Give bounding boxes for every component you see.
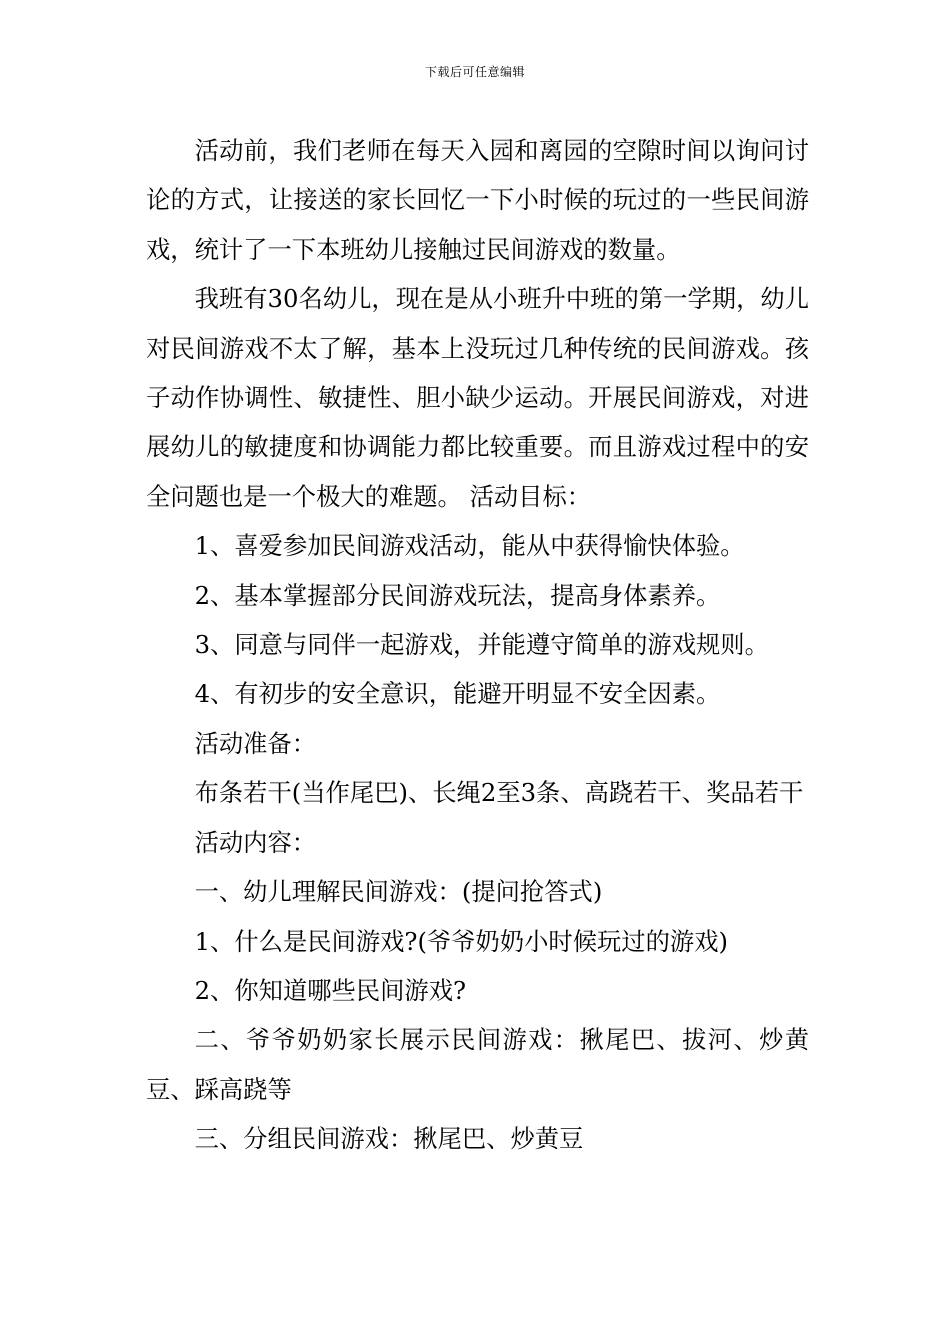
- paragraph-content-heading: 活动内容：: [194, 827, 317, 857]
- paragraph-preparation: 布条若干(当作尾巴)、长绳2至3条、高跷若干、奖品若干: [194, 778, 804, 808]
- paragraph-question-2: 2、你知道哪些民间游戏?: [194, 975, 467, 1005]
- paragraph-preparation-heading: 活动准备：: [194, 728, 317, 758]
- document-body: [146, 126, 809, 1164]
- paragraph-intro: 活动前，我们老师在每天入园和离园的空隙时间以询问讨论的方式，让接送的家长回忆一下小时候的玩过的一些民间游戏，统计了一下本班幼儿接触过民间游戏的数量。: [146, 136, 809, 264]
- paragraph-class-situation: 我班有30名幼儿，现在是从小班升中班的第一学期，幼儿对民间游戏不太了解，基本上没玩过几种传统的民间游戏。孩子动作协调性、敏捷性、胆小缺少运动。开展民间游戏，对进展幼儿的敏捷度和协调能力都比较重要。而且游戏过程中的安全问题也是一个极大的难题。 活动目标：: [146, 284, 809, 511]
- paragraph-content-2: 二、爷爷奶奶家长展示民间游戏：揪尾巴、拔河、炒黄豆、踩高跷等: [146, 1025, 809, 1104]
- page-header-note: 下载后可任意编辑: [424, 65, 525, 79]
- paragraph-goal-4: 4、有初步的安全意识，能避开明显不安全因素。: [194, 679, 721, 709]
- paragraph-content-1: 一、幼儿理解民间游戏：(提问抢答式): [194, 877, 603, 907]
- paragraph-question-1: 1、什么是民间游戏?(爷爷奶奶小时候玩过的游戏): [194, 926, 728, 956]
- paragraph-goal-1: 1、喜爱参加民间游戏活动，能从中获得愉快体验。: [194, 531, 745, 561]
- paragraph-content-3: 三、分组民间游戏：揪尾巴、炒黄豆: [194, 1124, 584, 1154]
- paragraph-goal-3: 3、同意与同伴一起游戏，并能遵守简单的游戏规则。: [194, 630, 769, 660]
- paragraph-goal-2: 2、基本掌握部分民间游戏玩法，提高身体素养。: [194, 580, 721, 610]
